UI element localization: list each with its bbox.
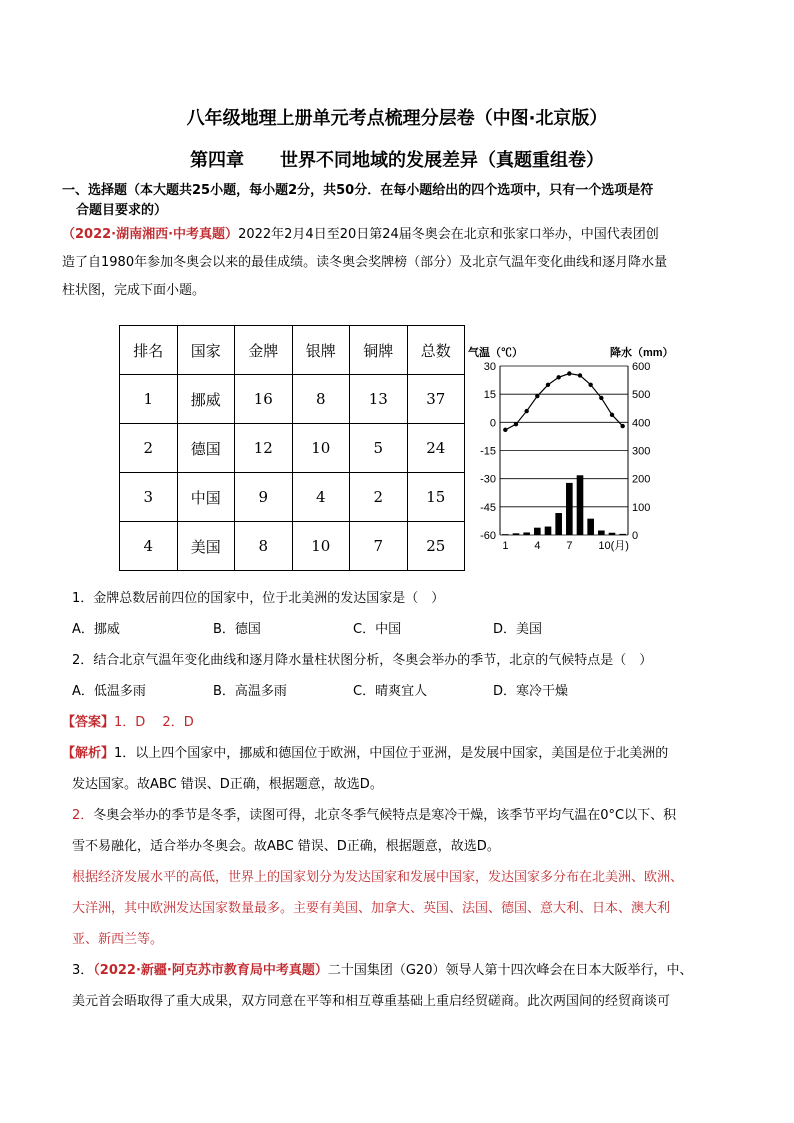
precip-bar	[566, 483, 573, 535]
page-title: 八年级地理上册单元考点梳理分层卷（中图·北京版）	[186, 108, 608, 129]
question-3	[72, 957, 752, 1016]
table-cell: 7	[350, 522, 408, 571]
q2-option-a: A．低温多雨	[72, 684, 146, 699]
temp-tick-label: 30	[483, 361, 496, 373]
precip-bar	[609, 533, 616, 535]
month-tick-label: 10(月)	[598, 540, 629, 552]
intro-line2: 造了自1980年参加冬奥会以来的最佳成绩。读冬奥会奖牌榜（部分）及北京气温年变化曲线和逐月降水量	[62, 255, 668, 270]
analysis-p3-line1: 根据经济发展水平的高低，世界上的国家划分为发达国家和发展中国家，发达国家多分布在北美洲、欧洲、	[72, 870, 684, 885]
temp-point	[578, 373, 582, 377]
table-cell: 37	[407, 375, 465, 424]
answer-text: 1．D 2．D	[114, 715, 194, 730]
section-heading	[62, 181, 742, 221]
temp-tick-label: 0	[489, 417, 496, 430]
section-heading-line1: 一、选择题（本大题共25小题，每小题2分，共50分．在每小题给出的四个选项中，只有一个选项是符	[62, 183, 654, 198]
table-row	[120, 522, 465, 571]
precip-bar	[523, 532, 530, 535]
table-cell: 1	[120, 375, 178, 424]
analysis-p1-line1: 1．以上四个国家中，挪威和德国位于欧洲，中国位于亚洲，是发展中国家，美国是位于北美洲的	[114, 746, 669, 761]
temp-tick-label: -60	[480, 530, 496, 542]
precip-tick-label: 100	[632, 501, 651, 514]
section-heading-line2: 合题目要求的）	[76, 203, 168, 218]
question-1-stem: 1．金牌总数居前四位的国家中，位于北美洲的发达国家是（ ）	[72, 591, 445, 606]
table-row	[120, 473, 465, 522]
table-cell: 德国	[177, 424, 235, 473]
precip-bar	[598, 530, 605, 535]
table-cell: 16	[235, 375, 293, 424]
temp-tick-label: -30	[480, 473, 496, 486]
q1-option-c: C．中国	[353, 622, 402, 637]
temp-point	[535, 394, 539, 398]
table-cell: 4	[292, 473, 350, 522]
temp-line	[505, 374, 622, 430]
right-axis-label: 降水（mm）	[610, 347, 674, 359]
precip-bar	[545, 527, 552, 535]
table-cell: 8	[235, 522, 293, 571]
intro-paragraph	[62, 221, 742, 305]
table-row	[120, 424, 465, 473]
precip-bar	[534, 528, 541, 535]
table-cell: 25	[407, 522, 465, 571]
table-cell: 9	[235, 473, 293, 522]
analysis-p2-line2: 雪不易融化，适合举办冬奥会。故ABC 错误、D正确，根据题意，故选D。	[72, 839, 500, 854]
precip-bar	[587, 519, 594, 535]
month-tick-label: 4	[534, 540, 541, 552]
table-cell: 12	[235, 424, 293, 473]
table-row	[120, 375, 465, 424]
header-cell: 排名	[120, 326, 178, 375]
left-axis-label: 气温（℃）	[468, 347, 523, 359]
temp-tick-label: 15	[483, 389, 496, 402]
chapter-title	[0, 146, 794, 172]
table-cell: 10	[292, 424, 350, 473]
temp-point	[588, 383, 592, 387]
temp-tick-label: -45	[480, 501, 496, 514]
month-tick-label: 7	[566, 540, 573, 552]
table-cell: 2	[120, 424, 178, 473]
table-cell: 13	[350, 375, 408, 424]
table-cell: 3	[120, 473, 178, 522]
header-cell: 金牌	[235, 326, 293, 375]
precip-tick-label: 500	[632, 389, 651, 402]
analysis-p2-line1: 冬奥会举办的季节是冬季，读图可得，北京冬季气候特点是寒冷干燥，该季节平均气温在0°C以下、积	[93, 808, 677, 823]
table-cell: 中国	[177, 473, 235, 522]
analysis-p1-line2: 发达国家。故ABC 错误、D正确，根据题意，故选D。	[72, 777, 383, 792]
precip-bar	[513, 533, 520, 535]
chapter-number: 第四章	[190, 150, 244, 171]
temp-point	[546, 383, 550, 387]
q2-option-b: B．高温多雨	[213, 684, 287, 699]
table-cell: 24	[407, 424, 465, 473]
precip-tick-label: 0	[632, 530, 639, 542]
analysis-p3-line2: 大洋洲，其中欧洲发达国家数量最多。主要有美国、加拿大、英国、法国、德国、意大利、日本、澳大利	[72, 901, 671, 916]
intro-source: （2022·湖南湘西·中考真题）	[62, 227, 239, 242]
precip-tick-label: 300	[632, 445, 651, 458]
q3-line1: 二十国集团（G20）领导人第十四次峰会在日本大阪举行，中、	[327, 963, 693, 978]
q3-line2: 美元首会晤取得了重大成果，双方同意在平等和相互尊重基础上重启经贸磋商。此次两国间的经贸商谈可	[72, 994, 671, 1009]
q1-option-a: A．挪威	[72, 622, 120, 637]
analysis-p3-line3: 亚、新西兰等。	[72, 932, 164, 947]
precip-tick-label: 600	[632, 361, 651, 373]
header-cell: 铜牌	[350, 326, 408, 375]
intro-line3: 柱状图，完成下面小题。	[62, 283, 206, 298]
precip-tick-label: 200	[632, 473, 651, 486]
analysis-p2-number: 2．	[72, 808, 94, 823]
table-cell: 8	[292, 375, 350, 424]
temp-point	[503, 428, 507, 432]
medal-table	[119, 325, 465, 571]
precip-tick-label: 400	[632, 417, 651, 430]
precip-bar	[555, 513, 562, 535]
temp-point	[514, 422, 518, 426]
table-cell: 美国	[177, 522, 235, 571]
q3-number: 3．	[72, 963, 94, 978]
temp-point	[620, 424, 624, 428]
q2-option-c: C．晴爽宜人	[353, 684, 428, 699]
temp-point	[556, 375, 560, 379]
answer-line	[62, 709, 742, 737]
chapter-subtitle: 世界不同地域的发展差异（真题重组卷）	[280, 150, 604, 171]
table-cell: 5	[350, 424, 408, 473]
table-cell: 4	[120, 522, 178, 571]
table-cell: 15	[407, 473, 465, 522]
temp-point	[567, 371, 571, 375]
precip-bar	[577, 475, 584, 535]
month-tick-label: 1	[502, 540, 509, 552]
q3-source: （2022·新疆·阿克苏市教育局中考真题）	[93, 963, 328, 978]
question-2-stem: 2．结合北京气温年变化曲线和逐月降水量柱状图分析，冬奥会举办的季节，北京的气候特点是（ ）	[72, 653, 653, 668]
q1-option-b: B．德国	[213, 622, 261, 637]
temp-tick-label: -15	[480, 445, 496, 458]
climate-chart	[466, 340, 696, 556]
table-cell: 2	[350, 473, 408, 522]
intro-line1: 2022年2月4日至20日第24届冬奥会在北京和张家口举办，中国代表团创	[238, 227, 659, 242]
header-cell: 总数	[407, 326, 465, 375]
table-cell: 挪威	[177, 375, 235, 424]
temp-point	[610, 413, 614, 417]
temp-point	[599, 396, 603, 400]
precip-bar	[502, 534, 509, 535]
table-cell: 10	[292, 522, 350, 571]
header-cell: 银牌	[292, 326, 350, 375]
temp-point	[524, 409, 528, 413]
analysis-block	[62, 740, 752, 957]
q2-option-d: D．寒冷干燥	[493, 684, 569, 699]
answer-label: 【答案】	[62, 715, 115, 730]
header-cell: 国家	[177, 326, 235, 375]
q1-option-d: D．美国	[493, 622, 543, 637]
precip-bar	[619, 534, 626, 535]
analysis-label: 【解析】	[62, 746, 115, 761]
table-header-row	[120, 326, 465, 375]
